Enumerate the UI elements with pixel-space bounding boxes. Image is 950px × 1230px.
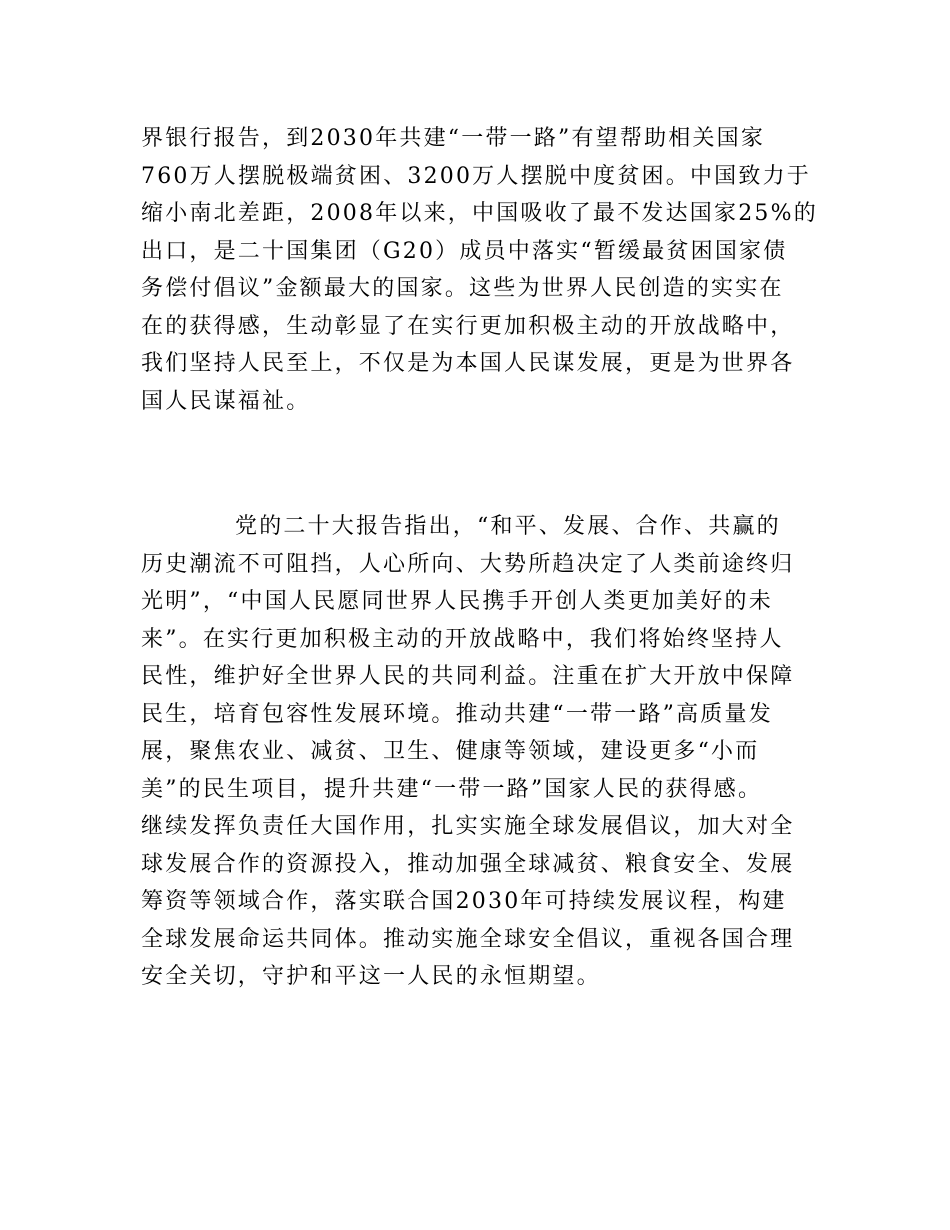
text-line: 民性，维护好全世界人民的共同利益。注重在扩大开放中保障 <box>141 664 795 689</box>
text-line: 美”的民生项目，提升共建“一带一路”国家人民的获得感。 <box>141 776 763 802</box>
text-line: 历史潮流不可阻挡，人心所向、大势所趋决定了人类前途终归 <box>141 551 795 577</box>
text-line: 安全关切，守护和平这一人民的永恒期望。 <box>141 964 601 989</box>
text-line: 出口，是二十国集团（G20）成员中落实“暂缓最贫困国家债 <box>141 238 788 264</box>
text-line: 务偿付倡议”金额最大的国家。这些为世界人民创造的实实在 <box>141 276 784 301</box>
text-line: 我们坚持人民至上，不仅是为本国人民谋发展，更是为世界各 <box>141 351 795 376</box>
text-line: 光明”，“中国人民愿同世界人民携手开创人类更加美好的未 <box>141 589 773 614</box>
text-line: 展，聚焦农业、减贫、卫生、健康等领域，建设更多“小而 <box>141 739 760 764</box>
text-line: 界银行报告，到2030年共建“一带一路”有望帮助相关国家 <box>141 126 766 151</box>
text-line: 760万人摆脱极端贫困、3200万人摆脱中度贫困。中国致力于 <box>141 163 811 189</box>
text-line: 民生，培育包容性发展环境。推动共建“一带一路”高质量发 <box>141 701 773 727</box>
text-line: 继续发挥负责任大国作用，扎实实施全球发展倡议，加大对全 <box>141 814 795 839</box>
text-line: 在的获得感，生动彰显了在实行更加积极主动的开放战略中， <box>141 313 795 339</box>
text-line-indented: 党的二十大报告指出，“和平、发展、合作、共赢的 <box>235 514 781 539</box>
paragraph-2 <box>141 508 821 996</box>
text-line: 国人民谋福祉。 <box>141 388 311 414</box>
text-line: 筹资等领域合作，落实联合国2030年可持续发展议程，构建 <box>141 889 787 914</box>
text-line: 全球发展命运共同体。推动实施全球安全倡议，重视各国合理 <box>141 926 795 952</box>
text-line: 球发展合作的资源投入，推动加强全球减贫、粮食安全、发展 <box>141 851 795 877</box>
text-line: 来”。在实行更加积极主动的开放战略中，我们将始终坚持人 <box>141 626 784 652</box>
text-line: 缩小南北差距，2008年以来，中国吸收了最不发达国家25%的 <box>141 201 818 226</box>
paragraph-1 <box>141 120 821 420</box>
